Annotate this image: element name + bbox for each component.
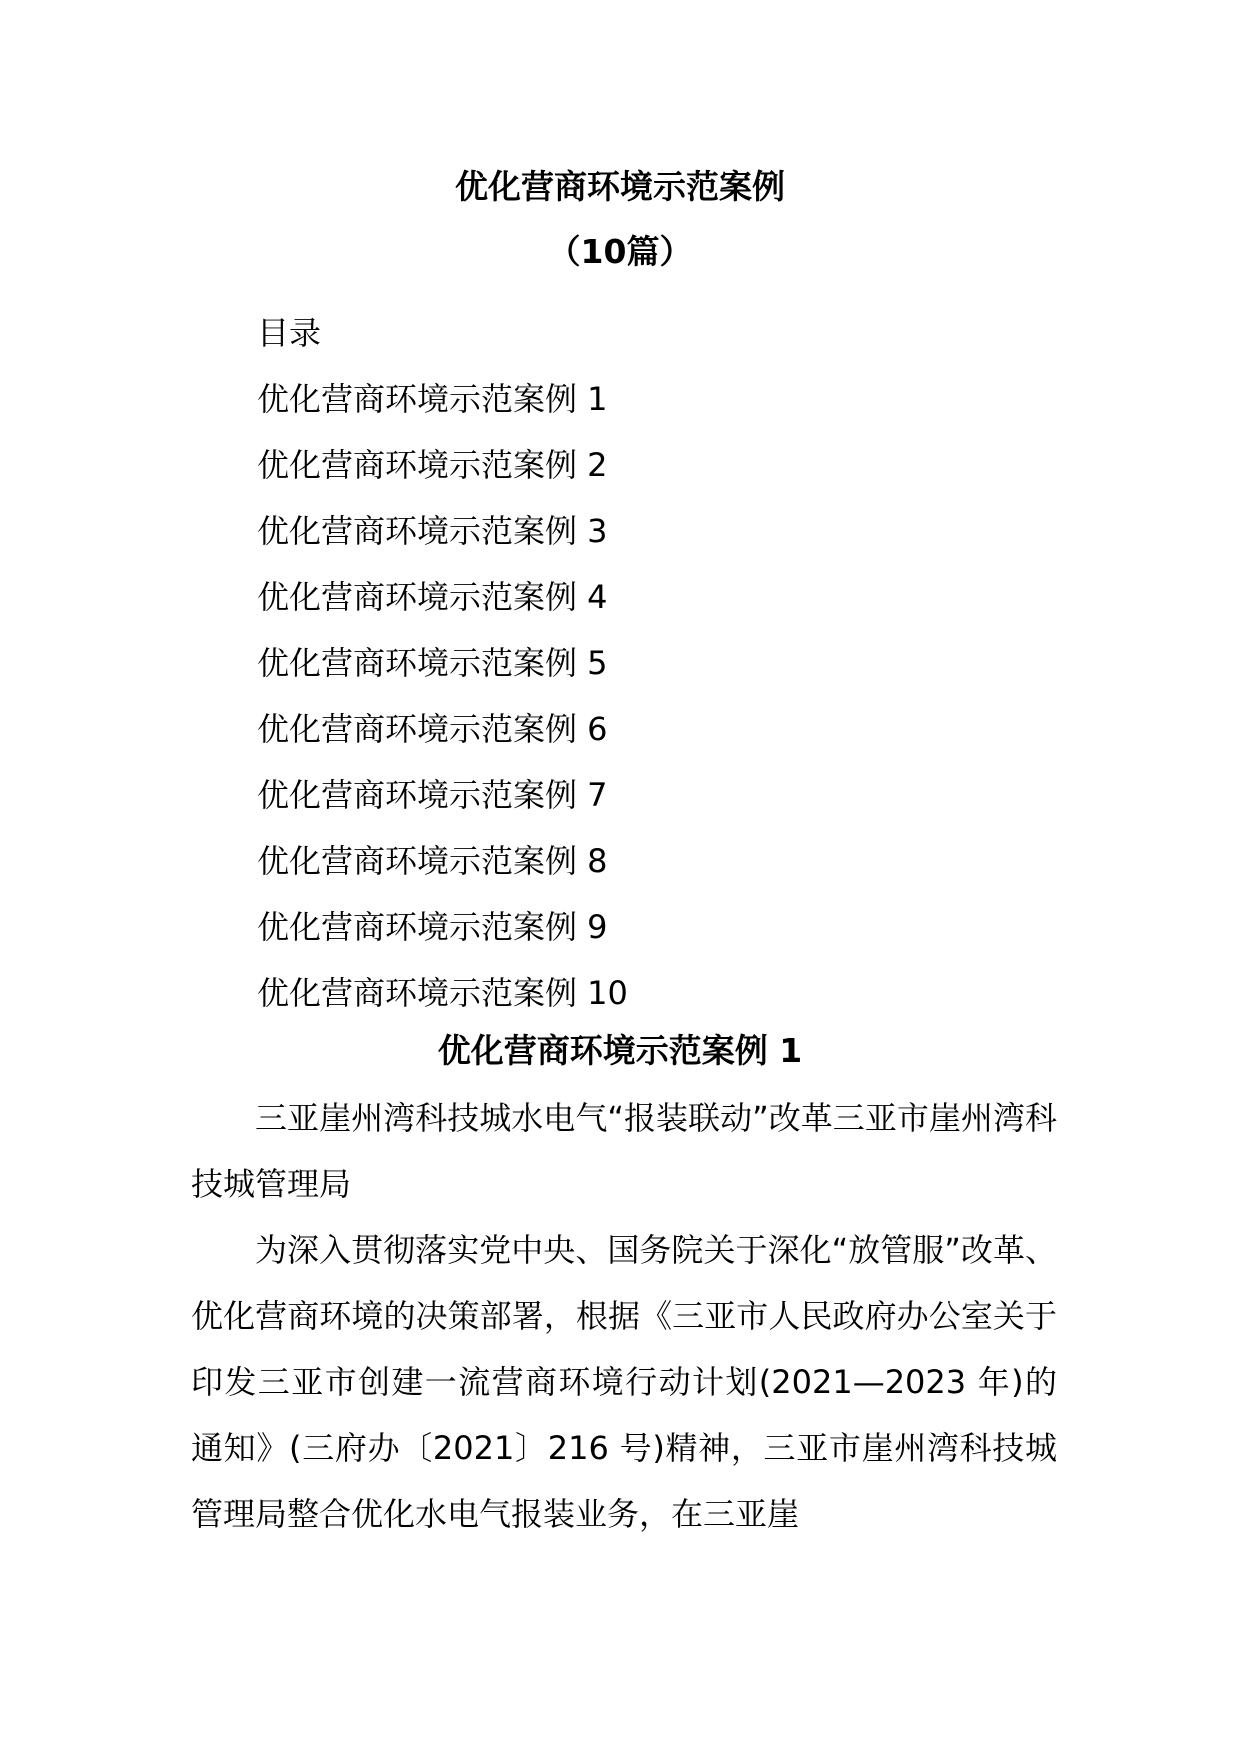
toc-item-4: 优化营商环境示范案例 4 (257, 578, 608, 616)
toc-item-10: 优化营商环境示范案例 10 (257, 974, 628, 1012)
table-of-contents (257, 300, 628, 1026)
paragraph-subtitle: 三亚崖州湾科技城水电气“报装联动”改革三亚市崖州湾科技城管理局 (191, 1099, 1057, 1203)
toc-item-2: 优化营商环境示范案例 2 (257, 446, 608, 484)
toc-item-8: 优化营商环境示范案例 8 (257, 842, 608, 880)
section-heading: 优化营商环境示范案例 1 (437, 1031, 803, 1070)
body-text (191, 1085, 1057, 1547)
document-subtitle: （10篇） (547, 232, 693, 271)
toc-item-1: 优化营商环境示范案例 1 (257, 380, 608, 418)
toc-heading: 目录 (257, 314, 322, 352)
toc-item-5: 优化营商环境示范案例 5 (257, 644, 608, 682)
document-title: 优化营商环境示范案例 (455, 167, 785, 206)
toc-item-9: 优化营商环境示范案例 9 (257, 908, 608, 946)
toc-item-3: 优化营商环境示范案例 3 (257, 512, 608, 550)
toc-item-6: 优化营商环境示范案例 6 (257, 710, 608, 748)
toc-item-7: 优化营商环境示范案例 7 (257, 776, 608, 814)
paragraph-body: 为深入贯彻落实党中央、国务院关于深化“放管服”改革、优化营商环境的决策部署，根据《三亚市人民政府办公室关于印发三亚市创建一流营商环境行动计划(2021—2023 年)的通知》(三府办〔2021〕216 号)精神，三亚市崖州湾科技城管理局整合优化水电气报装业务，在三亚崖 (191, 1231, 1057, 1533)
